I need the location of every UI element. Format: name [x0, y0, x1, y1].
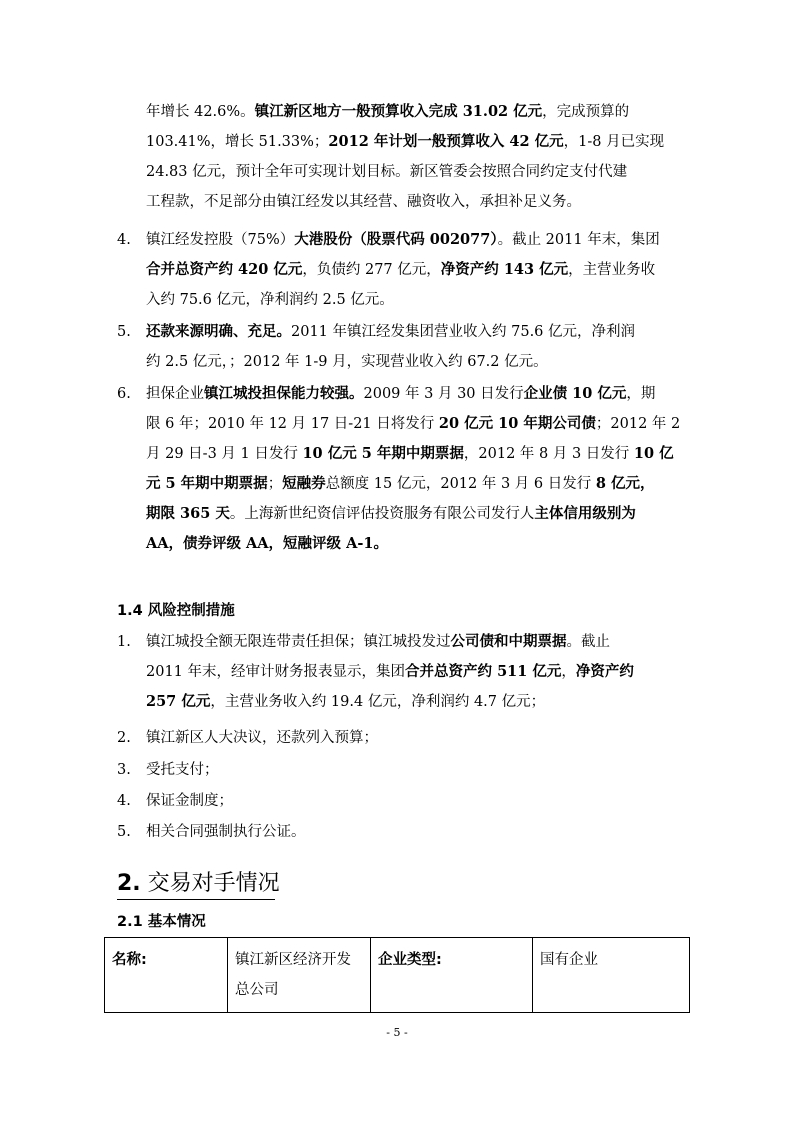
- bold-text-run: 镇江城投担保能力较强。: [204, 385, 364, 402]
- text-line: [146, 379, 682, 409]
- list-number: 4.: [117, 232, 131, 248]
- risk-item-5: [117, 817, 682, 847]
- type-value: 国有企业: [533, 938, 690, 1013]
- text-line: [146, 439, 682, 469]
- section-heading-2: [117, 866, 280, 897]
- bold-text-run: AA，债券评级 AA，短融评级 A-1。: [146, 535, 388, 552]
- list-item-text: [146, 627, 682, 717]
- text-run: 。截止: [566, 634, 610, 650]
- list-number: 5.: [117, 324, 131, 340]
- list-number: 1.: [117, 634, 131, 650]
- bold-text-run: 主体信用级别为: [534, 505, 636, 522]
- text-run: 2009 年 3 月 30 日发行: [363, 386, 524, 402]
- bold-text-run: 还款来源明确、充足。: [146, 323, 291, 340]
- bold-text-run: 20 亿元 10 年期公司债: [438, 415, 596, 432]
- text-line: [146, 409, 682, 439]
- risk-item-3: [117, 755, 682, 785]
- text-run: 。截止 2011 年末，集团: [497, 232, 660, 248]
- bold-text-run: 净资产约 143 亿元: [440, 261, 569, 278]
- table-row: [105, 938, 690, 1013]
- bold-text-run: 257 亿元: [146, 693, 211, 710]
- bold-text-run: 合并总资产约 511 亿元: [405, 663, 562, 680]
- list-item-text: [146, 817, 682, 847]
- text-run: 受托支付；: [146, 762, 219, 778]
- bold-text-run: 企业债 10 亿元: [523, 385, 627, 402]
- text-run: ，负债约 277 亿元，: [302, 262, 441, 278]
- text-line: [146, 347, 682, 377]
- text-run: ；2012 年 2: [595, 416, 681, 432]
- text-run: 。上海新世纪资信评估投资服务有限公司发行人: [229, 506, 535, 522]
- text-line: [146, 285, 682, 315]
- text-line: [146, 755, 682, 785]
- name-value: 镇江新区经济开发总公司: [228, 938, 371, 1013]
- risk-item-4: [117, 786, 682, 816]
- list-item-text: [146, 786, 682, 816]
- text-run: 相关合同强制执行公证。: [146, 824, 306, 840]
- list-item-6: [117, 379, 682, 559]
- list-number: 3.: [117, 762, 131, 778]
- bold-text-run: 公司债和中期票据: [450, 633, 567, 650]
- list-item-5: [117, 317, 682, 377]
- text-line: [146, 499, 682, 529]
- text-line: [146, 469, 682, 499]
- intro-line: [146, 127, 682, 157]
- text-run: 24.83 亿元，预计全年可实现计划目标。新区管委会按照合同约定支付代建: [146, 164, 628, 180]
- page-number: - 5 -: [386, 1026, 408, 1039]
- bold-text-run: 2012 年计划一般预算收入 42 亿元: [328, 133, 564, 150]
- list-item-text: [146, 225, 682, 315]
- text-run: 镇江经发控股（75%）: [146, 232, 295, 248]
- text-run: ，主营业务收: [568, 262, 656, 278]
- text-run: 镇江城投全额无限连带责任担保；镇江城投发过: [146, 634, 451, 650]
- text-run: 保证金制度；: [146, 793, 233, 809]
- text-run: 入约 75.6 亿元，净利润约 2.5 亿元。: [146, 292, 394, 308]
- bold-text-run: 期限 365 天: [146, 505, 230, 522]
- intro-line: [146, 97, 682, 127]
- text-run: 约 2.5 亿元，；2012 年 1-9 月，实现营业收入约 67.2 亿元。: [146, 354, 548, 370]
- intro-paragraph: [146, 97, 682, 217]
- list-number: 5.: [117, 824, 131, 840]
- section-heading-1-4: 1.4 风险控制措施: [117, 603, 235, 619]
- text-line: [146, 627, 682, 657]
- list-number: 2.: [117, 730, 131, 746]
- text-run: ，完成预算的: [542, 104, 630, 120]
- bold-text-run: 短融券: [282, 475, 326, 492]
- text-run: ，主营业务收入约 19.4 亿元，净利润约 4.7 亿元；: [210, 694, 546, 710]
- text-line: [146, 529, 682, 559]
- text-run: ，: [561, 664, 576, 680]
- text-line: [146, 817, 682, 847]
- text-run: ，1-8 月已实现: [563, 134, 665, 150]
- text-line: [146, 255, 682, 285]
- text-run: 总额度 15 亿元，2012 年 3 月 6 日发行: [325, 476, 596, 492]
- heading-underline: [117, 899, 275, 900]
- basic-info-table: [104, 937, 690, 1013]
- text-run: 月 29 日-3 月 1 日发行: [146, 446, 303, 462]
- intro-line: [146, 187, 682, 217]
- text-run: 担保企业: [146, 386, 204, 402]
- text-line: [146, 723, 682, 753]
- text-line: [146, 317, 682, 347]
- section-number: 2.: [117, 871, 141, 896]
- text-run: 限 6 年；2010 年 12 月 17 日-21 日将发行: [146, 416, 439, 432]
- text-line: [146, 786, 682, 816]
- bold-text-run: 大港股份（股票代码 002077）: [294, 231, 498, 248]
- list-item-text: [146, 723, 682, 753]
- bold-text-run: 10 亿: [633, 445, 674, 462]
- bold-text-run: 净资产约: [575, 663, 634, 680]
- text-run: 工程款，不足部分由镇江经发以其经营、融资收入，承担补足义务。: [146, 194, 581, 210]
- bold-text-run: 8 亿元，: [595, 475, 655, 492]
- text-run: 镇江新区人大决议，还款列入预算；: [146, 730, 378, 746]
- text-run: 2011 年末，经审计财务报表显示，集团: [146, 664, 406, 680]
- text-run: 103.41%，增长 51.33%；: [146, 134, 329, 150]
- text-run: 年增长 42.6%。: [146, 104, 255, 120]
- bold-text-run: 合并总资产约 420 亿元: [146, 261, 303, 278]
- list-item-text: [146, 317, 682, 377]
- intro-line: [146, 157, 682, 187]
- type-label: 企业类型:: [371, 938, 533, 1013]
- bold-text-run: 10 亿元 5 年期中期票据: [302, 445, 464, 462]
- text-line: [146, 687, 682, 717]
- section-title: 交易对手情况: [147, 871, 280, 896]
- bold-text-run: 镇江新区地方一般预算收入完成 31.02 亿元: [254, 103, 543, 120]
- risk-item-1: [117, 627, 682, 717]
- list-number: 6.: [117, 386, 131, 402]
- text-run: 2011 年镇江经发集团营业收入约 75.6 亿元，净利润: [291, 324, 636, 340]
- list-item-text: [146, 755, 682, 785]
- text-run: ，2012 年 8 月 3 日发行: [463, 446, 634, 462]
- text-line: [146, 225, 682, 255]
- text-line: [146, 657, 682, 687]
- text-run: ；: [267, 476, 283, 492]
- text-run: ，期: [626, 386, 656, 402]
- section-heading-2-1: 2.1 基本情况: [117, 914, 206, 930]
- risk-item-2: [117, 723, 682, 753]
- bold-text-run: 元 5 年期中期票据: [146, 475, 268, 492]
- list-item-text: [146, 379, 682, 559]
- list-item-4: [117, 225, 682, 315]
- name-label: 名称:: [105, 938, 228, 1013]
- list-number: 4.: [117, 793, 131, 809]
